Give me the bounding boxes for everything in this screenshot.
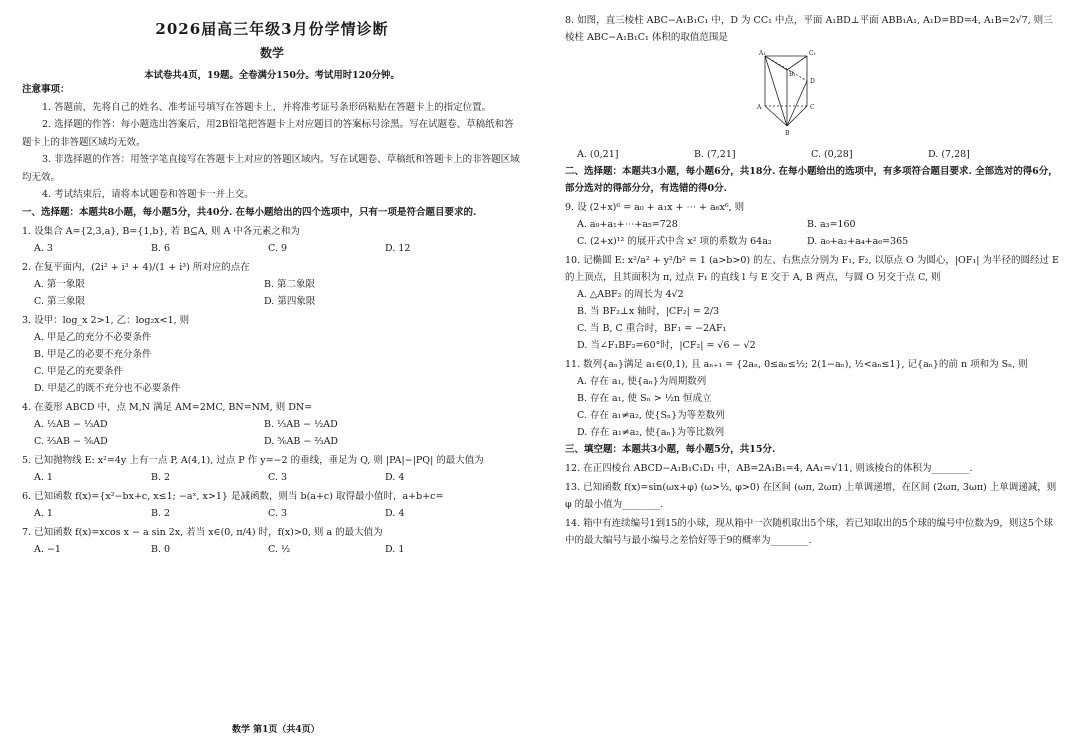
page-footer: 数学 第1页（共4页） [232, 725, 320, 735]
option: C. 当 B, C 重合时，BF₁ = −2AF₁ [577, 323, 727, 334]
option: A. a₀+a₁+⋯+a₅=728 [577, 219, 678, 230]
question-8: 8. 如图，直三棱柱 ABC−A₁B₁C₁ 中，D 为 CC₁ 中点，平面 A₁BD⊥平面 ABB₁A₁, A₁D=BD=4, A₁B=2√7, 则三棱柱 ABC−A₁B₁C₁ 体积的取值范围是 [565, 15, 1053, 43]
option: D. 当∠F₁BF₂=60°时，|CF₂| = √6 − √2 [577, 340, 756, 351]
question-7: 7. 已知函数 f(x)=xcos x − a sin 2x, 若当 x∈(0, π/4) 时，f(x)>0, 则 a 的最大值为 [22, 526, 383, 538]
option: D. ⅚AB − ⅔AD [264, 435, 339, 447]
label-C: C [810, 104, 815, 111]
question-13: 13. 已知函数 f(x)=sin(ωx+φ) (ω>½, φ>0) 在区间 (ωπ, 2ωπ) 上单调递增，在区间 (2ωπ, 3ωπ) 上单调递减，则 φ 的最小值为________. [565, 482, 1057, 510]
option: C. 3 [268, 507, 288, 519]
option: C. 甲是乙的充要条件 [34, 365, 123, 377]
question-8-options [565, 146, 1061, 163]
question-9-options [565, 216, 1061, 250]
question-3: 3. 设甲：log_x 2>1, 乙：log₂x<1, 则 [22, 314, 190, 326]
option: C. 第三象限 [34, 295, 85, 307]
label-A: A [757, 104, 762, 111]
prism-diagram [755, 48, 835, 138]
note-item: 1. 答题前，先将自己的姓名、准考证号填写在答题卡上，并将准考证号条形码粘贴在答题卡上的指定位置。 [42, 101, 492, 113]
option: C. (2+x)¹² 的展开式中含 x² 项的系数为 64a₂ [577, 236, 772, 247]
question-1-options [22, 240, 522, 257]
label-A1: A₁ [759, 50, 766, 57]
option: C. 9 [268, 242, 288, 254]
option: B. 第二象限 [264, 278, 316, 290]
option: B. 当 BF₂⊥x 轴时，|CF₂| = 2/3 [577, 306, 720, 317]
option: D. 12 [385, 242, 411, 254]
option: D. 存在 a₁≠a₂, 使{aₙ}为等比数列 [577, 427, 725, 438]
option: A. ½AB − ⅓AD [34, 418, 108, 430]
exam-title: 2026届高三年级3月份学情诊断 [155, 20, 389, 38]
option: A. 存在 a₁, 使{aₙ}为周期数列 [577, 376, 707, 387]
option: B. (7,21] [694, 149, 736, 160]
label-D: D [810, 78, 815, 85]
note-item: 3. 非选择题的作答：用签字笔直接写在答题卡上对应的答题区域内。写在试题卷、草稿纸和答题卡上的非答题区域均无效。 [22, 154, 520, 183]
question-5-options [22, 469, 522, 486]
option: D. a₀+a₂+a₄+a₆=365 [807, 236, 909, 247]
question-4: 4. 在菱形 ABCD 中，点 M,N 满足 AM=2MC, BN=NM, 则 DN= [22, 401, 313, 413]
question-10: 10. 记椭圆 E: x²/a² + y²/b² = 1 (a>b>0) 的左、右焦点分别为 F₁, F₂, 以原点 O 为圆心，|OF₁| 为半径的圆经过 E 的上顶点，且其面积为 π, 过点 F₁ 的直线 l 与 E 交于 A, B 两点，与圆 O 另交于点 C, 则 [565, 255, 1059, 283]
label-B: B [785, 130, 790, 137]
left-column [22, 0, 522, 558]
section2-heading: 二、选择题：本题共3小题，每小题6分，共18分. 在每小题给出的选项中，有多项符合题目要求. 全部选对的得6分，部分选对的得部分分，有选错的得0分. [565, 166, 1058, 194]
question-2-options [22, 276, 522, 310]
option: D. 4 [385, 507, 405, 519]
option: C. ⅔AB − ⅚AD [34, 435, 108, 447]
option: A. 1 [34, 507, 53, 519]
option: D. 4 [385, 471, 405, 483]
question-2: 2. 在复平面内，(2i² + i³ + 4)/(1 + i³) 所对应的点在 [22, 261, 250, 273]
question-1: 1. 设集合 A={2,3,a}, B={1,b}, 若 B⊆A, 则 A 中各元素之和为 [22, 225, 300, 237]
question-12: 12. 在正四棱台 ABCD−A₁B₁C₁D₁ 中，AB=2A₁B₁=4, AA₁=√11, 则该棱台的体积为________. [565, 463, 973, 474]
question-4-options [22, 416, 522, 450]
question-6-options [22, 505, 522, 522]
notes-heading: 注意事项： [22, 84, 70, 95]
right-column [565, 0, 1061, 549]
option: B. ⅓AB − ½AD [264, 418, 338, 430]
note-item: 2. 选择题的作答：每小题选出答案后，用2B铅笔把答题卡上对应题目的答案标号涂黑。写在试题卷、草稿纸和答题卡上的非答题区域均无效。 [22, 119, 514, 148]
option: D. (7,28] [928, 149, 970, 160]
option: B. 0 [151, 543, 171, 555]
option: A. 3 [34, 242, 53, 254]
option: B. 甲是乙的必要不充分条件 [34, 348, 152, 360]
exam-info: 本试卷共4页，19题。全卷满分150分。考试用时120分钟。 [144, 70, 400, 81]
option: B. 2 [151, 471, 171, 483]
option: C. (0,28] [811, 149, 853, 160]
question-7-options [22, 541, 522, 558]
option: C. ½ [268, 543, 291, 555]
option: D. 甲是乙的既不充分也不必要条件 [34, 382, 181, 394]
option: B. 6 [151, 242, 171, 254]
option: C. 3 [268, 471, 288, 483]
option: A. 甲是乙的充分不必要条件 [34, 331, 152, 343]
exam-subject: 数学 [259, 46, 284, 60]
label-C1: C₁ [809, 50, 816, 57]
option: A. (0,21] [577, 149, 619, 160]
question-5: 5. 已知抛物线 E: x²=4y 上有一点 P, A(4,1), 过点 P 作 y=−2 的垂线，垂足为 Q, 则 |PA|−|PQ| 的最大值为 [22, 454, 484, 466]
option: B. a₃=160 [807, 219, 856, 230]
option: A. −1 [34, 543, 61, 555]
question-6: 6. 已知函数 f(x)={x²−bx+c, x≤1; −aˣ, x>1} 是减函数，则当 b(a+c) 取得最小值时，a+b+c= [22, 490, 444, 502]
option: A. △ABF₂ 的周长为 4√2 [577, 289, 684, 300]
section3-heading: 三、填空题：本题共3小题，每小题5分，共15分. [565, 444, 776, 455]
prism-figure [755, 48, 1061, 142]
option: B. 2 [151, 507, 171, 519]
option: D. 第四象限 [264, 295, 316, 307]
option: A. 第一象限 [34, 278, 85, 290]
note-item: 4. 考试结束后，请将本试题卷和答题卡一并上交。 [42, 189, 254, 200]
option: C. 存在 a₁≠a₂, 使{Sₙ}为等差数列 [577, 410, 725, 421]
option: B. 存在 a₁, 使 Sₙ > ½n 恒成立 [577, 393, 712, 404]
question-14: 14. 箱中有连续编号1到15的小球，现从箱中一次随机取出5个球，若已知取出的5个球的编号中位数为9，则这5个球中的最大编号与最小编号之差恰好等于9的概率为________. [565, 518, 1053, 546]
question-11: 11. 数列{aₙ}满足 a₁∈(0,1), 且 aₙ₊₁ = {2aₙ, 0≤aₙ≤½; 2(1−aₙ), ½<aₙ≤1}, 记{aₙ}的前 n 项和为 Sₙ, 则 [565, 359, 1028, 370]
question-9: 9. 设 (2+x)⁶ = a₀ + a₁x + ⋯ + a₆x⁶, 则 [565, 202, 745, 213]
option: A. 1 [34, 471, 53, 483]
section1-heading: 一、选择题：本题共8小题，每小题5分，共40分. 在每小题给出的四个选项中，只有一项是符合题目要求的. [22, 206, 477, 218]
option: D. 1 [385, 543, 405, 555]
label-B1: B₁ [789, 71, 796, 78]
